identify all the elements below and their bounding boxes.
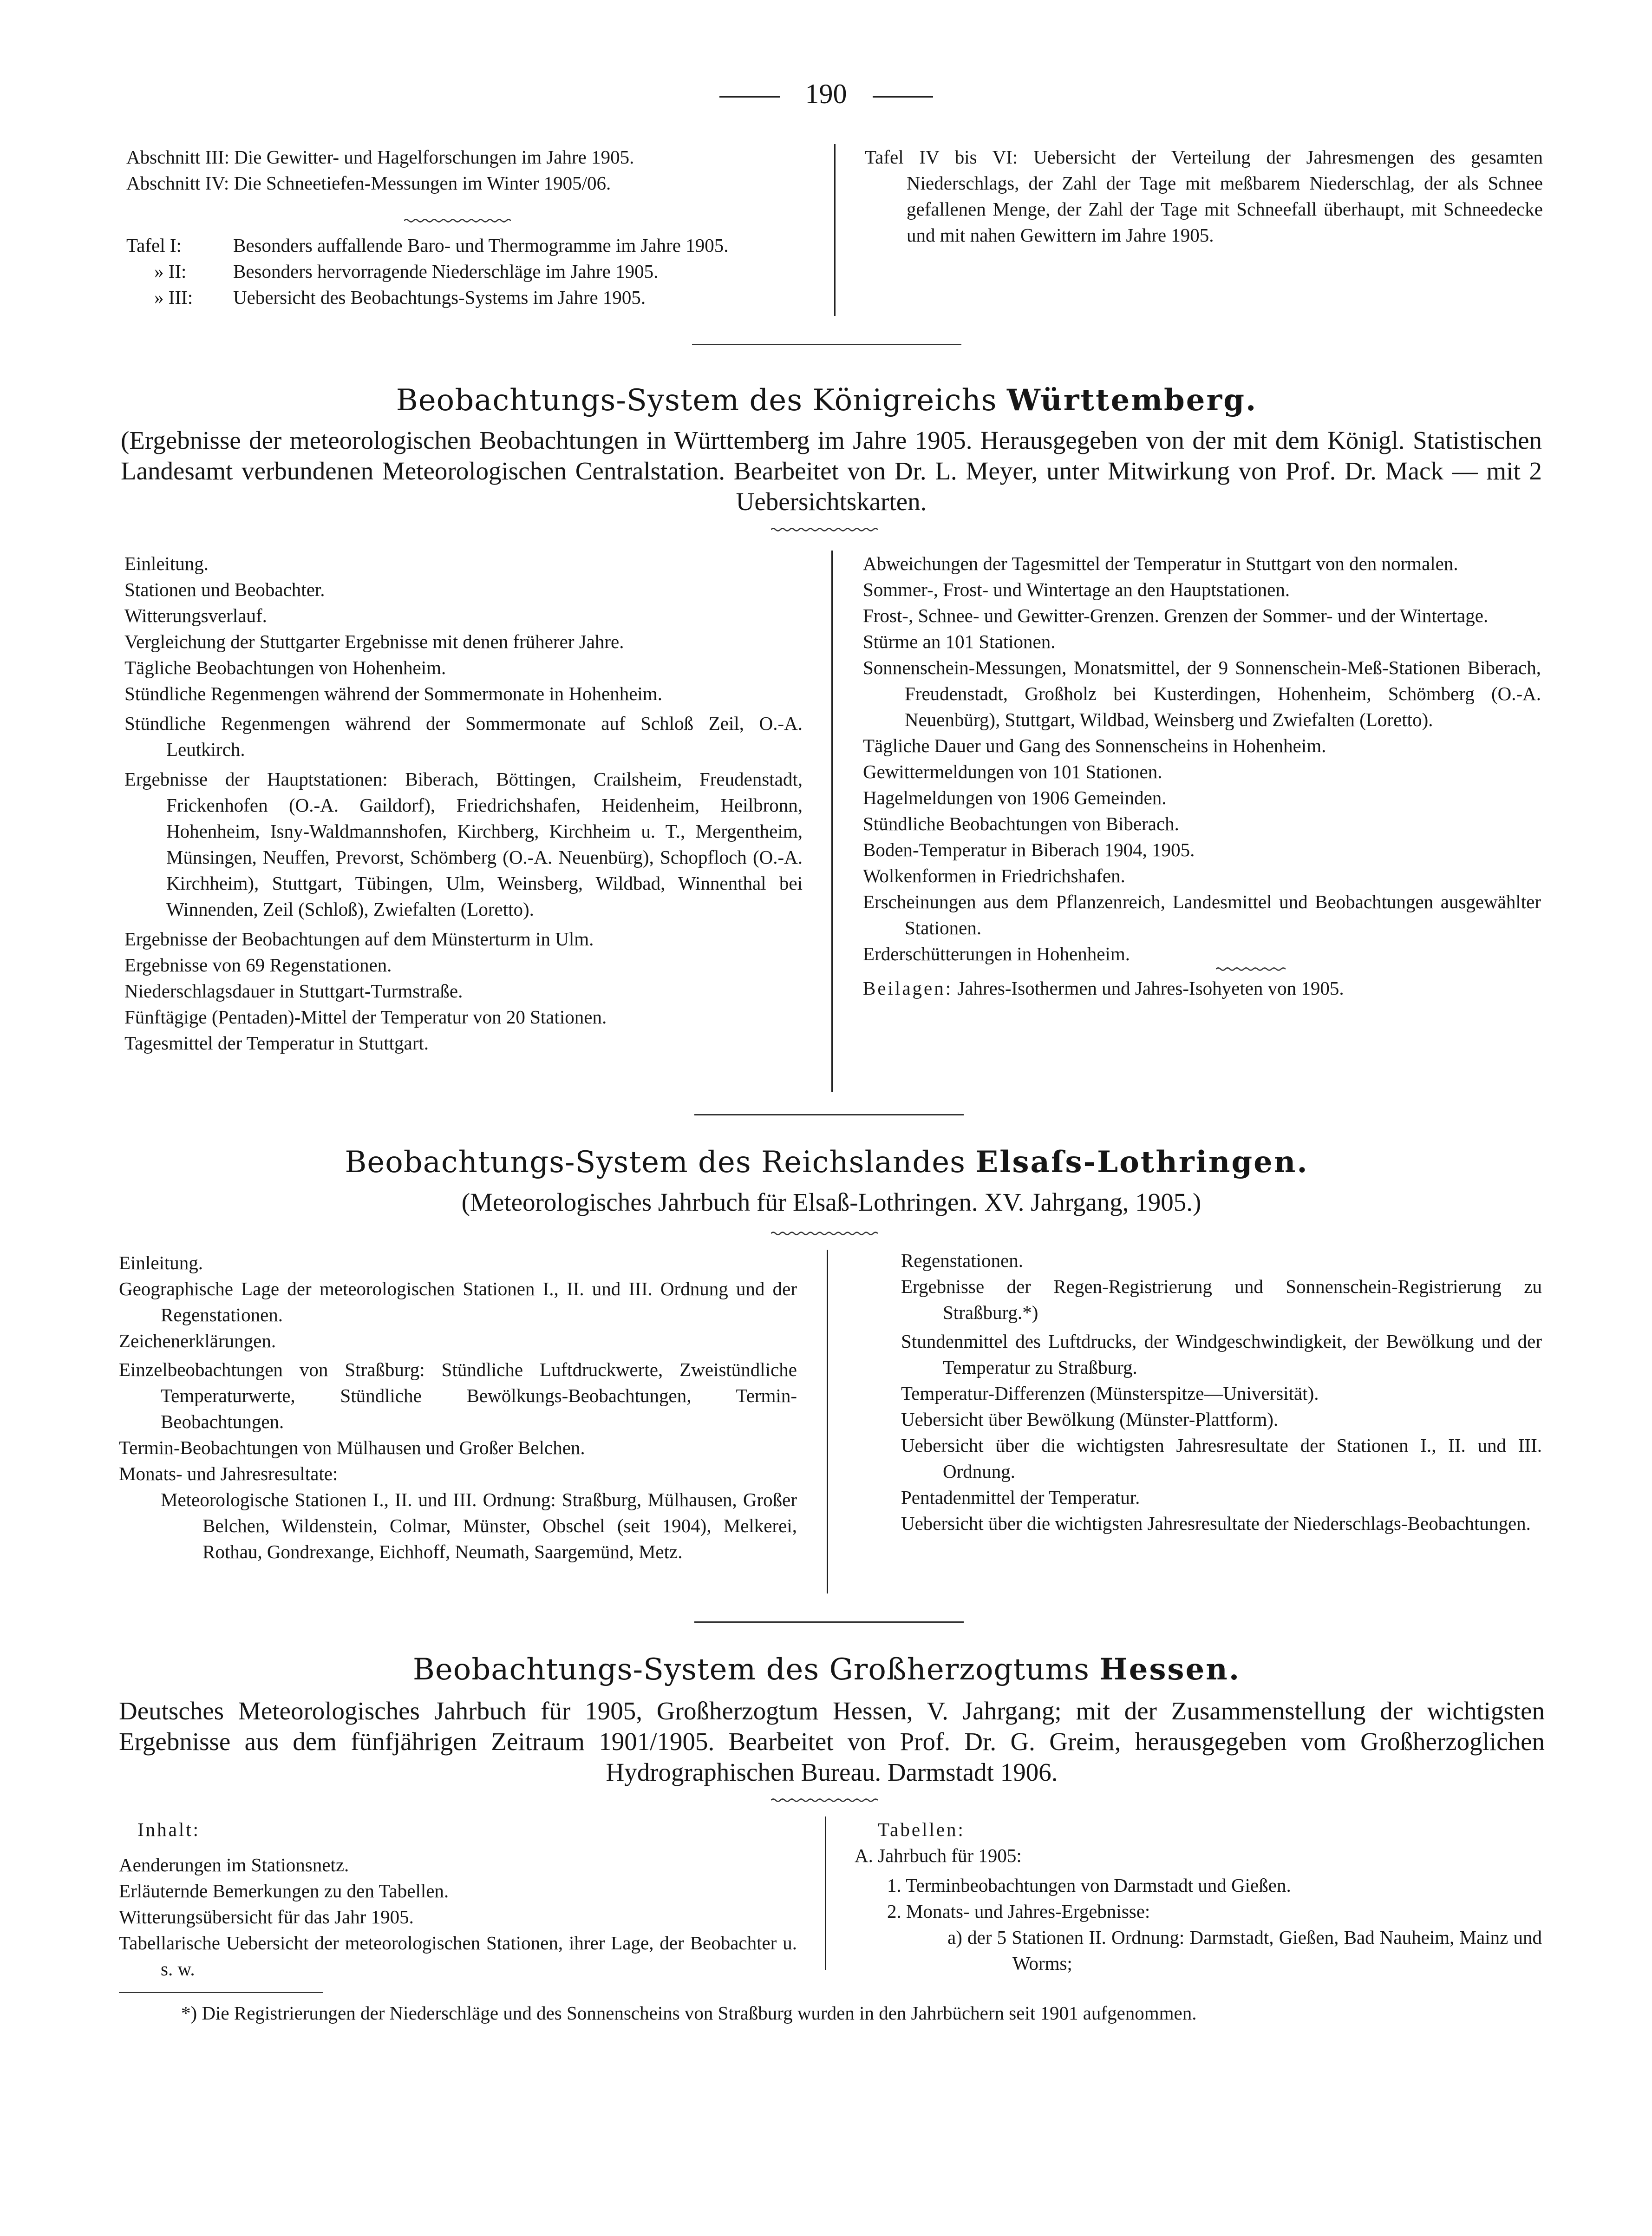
list-item: Witterungsverlauf. — [124, 605, 267, 626]
list-item: Tagesmittel der Temperatur in Stuttgart. — [124, 1032, 429, 1054]
list-item: Stürme an 101 Stationen. — [863, 631, 1056, 652]
hessen-heading-plain: Beobachtungs-System des Großherzogtums — [412, 1652, 1090, 1687]
list-item: Abweichungen der Tagesmittel der Temperatur in Stuttgart von den normalen. — [863, 553, 1458, 574]
wuerttemberg-heading-plain: Beobachtungs-System des Königreichs — [396, 383, 997, 418]
tafel-label: » II: — [154, 261, 187, 282]
list-item: Uebersicht über die wichtigsten Jahresresultate der Stationen I., II. und III. Ordnung. — [901, 1435, 1542, 1482]
list-item: Ergebnisse der Hauptstationen: Biberach, Böttingen, Crailsheim, Freudenstadt, Frickenhofen (O.-A. Gaildorf), Friedrichshafen, Heidenheim, Heilbronn, Hohenheim, Isny-Waldmannshofen, Kirchberg, Kirchheim u. T., Mergentheim, Münsingen, Neuffen, Prevorst, Schömberg (O.-A. Neuenbürg), Schopfloch (O.-A. Kirchheim), Stuttgart, Tübingen, Ulm, Weinsberg, Wildbad, Winnenthal bei Winnenden, Zeil (Schloß), Zwiefalten (Loretto). — [124, 768, 803, 920]
list-item: Erderschütterungen in Hohenheim. — [863, 943, 1130, 964]
hessen-heading — [116, 1650, 1537, 1689]
beilagen-text: Jahres-Isothermen und Jahres-Isohyeten von 1905. — [957, 977, 1344, 999]
hessen-heading-bold: Hessen. — [1099, 1652, 1241, 1687]
list-item: Sonnenschein-Messungen, Monatsmittel, der 9 Sonnenschein-Meß-Stationen Biberach, Freudenstadt, Großholz bei Kusterdingen, Hohenheim, Schömberg (O.-A. Neuenbürg), Stuttgart, Wildbad, Weinsberg und Zwiefalten (Loretto). — [863, 657, 1541, 730]
tafel-text: Besonders auffallende Baro- und Thermogramme im Jahre 1905. — [233, 235, 729, 256]
elsass-right-column — [901, 1247, 1542, 1536]
footnote: *) Die Registrierungen der Niederschläge und des Sonnenscheins von Straßburg wurden in den Jahrbüchern seit 1901 aufgenommen. — [181, 2002, 1197, 2024]
wuerttemberg-right-wavy — [1216, 967, 1652, 971]
abschnitt-iv: Abschnitt IV: Die Schneetiefen-Messungen im Winter 1905/06. — [126, 172, 611, 194]
jahrbuch-item: A. Jahrbuch für 1905: — [855, 1845, 1022, 1866]
list-item: Stündliche Beobachtungen von Biberach. — [863, 813, 1179, 834]
wuerttemberg-heading — [116, 381, 1537, 420]
list-item: 1. Terminbeobachtungen von Darmstadt und Gießen. — [887, 1875, 1291, 1896]
elsass-column-divider — [827, 1250, 828, 1593]
list-item: Sommer-, Frost- und Wintertage an den Hauptstationen. — [863, 579, 1290, 600]
list-item: Aenderungen im Stationsnetz. — [119, 1854, 349, 1875]
list-item: Witterungsübersicht für das Jahr 1905. — [119, 1906, 414, 1928]
tafel-label: » III: — [154, 287, 193, 308]
list-item: Pentadenmittel der Temperatur. — [901, 1487, 1140, 1508]
intro-tafeln — [126, 232, 814, 310]
wuerttemberg-left-column — [124, 551, 803, 1056]
elsass-heading-plain: Beobachtungs-System des Reichslandes — [345, 1145, 966, 1180]
footnote-rule — [119, 1992, 323, 1993]
tafel-text: Besonders hervorragende Niederschläge im Jahre 1905. — [233, 261, 659, 282]
list-item: Ergebnisse der Beobachtungen auf dem Münsterturm in Ulm. — [124, 928, 594, 950]
list-item: 2. Monats- und Jahres-Ergebnisse: — [887, 1901, 1150, 1922]
hessen-wavy-divider — [771, 1798, 878, 1803]
tafel-iv-vi: Tafel IV bis VI: Uebersicht der Verteilung der Jahresmengen des gesamten Niederschlags, der Zahl der Tage mit meßbarem Niederschlag, der als Schnee gefallenen Menge, der Zahl der Tage mit Schneefall überhaupt, mit Schneedecke und mit nahen Gewittern im Jahre 1905. — [865, 146, 1543, 246]
tafel-text: Uebersicht des Beobachtungs-Systems im Jahre 1905. — [233, 287, 646, 308]
wuerttemberg-right-column — [863, 551, 1541, 1001]
list-item: Zeichenerklärungen. — [119, 1330, 276, 1351]
list-item: Gewittermeldungen von 101 Stationen. — [863, 761, 1162, 782]
tabellen-label: Tabellen: — [878, 1819, 965, 1840]
list-item: Einzelbeobachtungen von Straßburg: Stündliche Luftdruckwerte, Zweistündliche Temperaturwerte, Stündliche Bewölkungs-Beobachtungen, Termin-Beobachtungen. — [119, 1359, 797, 1432]
list-item: Wolkenformen in Friedrichshafen. — [863, 865, 1125, 886]
list-item: Uebersicht über die wichtigsten Jahresresultate der Niederschlags-Beobachtungen. — [901, 1513, 1531, 1534]
list-item: Stationen und Beobachter. — [124, 579, 325, 600]
page-number: 190 — [805, 79, 847, 109]
intro-column-divider — [834, 144, 836, 316]
wuerttemberg-wavy-divider — [771, 527, 878, 532]
list-item: Monats- und Jahresresultate: — [119, 1463, 338, 1484]
hessen-right-column — [855, 1816, 1542, 1976]
list-item: Niederschlagsdauer in Stuttgart-Turmstraße. — [124, 980, 463, 1002]
list-item: Stündliche Regenmengen während der Sommermonate in Hohenheim. — [124, 683, 662, 704]
list-item: Erläuternde Bemerkungen zu den Tabellen. — [119, 1880, 449, 1902]
elsass-heading-bold: Elsaſs-Lothringen. — [975, 1145, 1309, 1180]
list-item: Erscheinungen aus dem Pflanzenreich, Landesmittel und Beobachtungen ausgewählter Stationen. — [863, 891, 1541, 938]
wuerttemberg-heading-bold: Württemberg. — [1006, 383, 1258, 418]
list-item: Stundenmittel des Luftdrucks, der Windgeschwindigkeit, der Bewölkung und der Temperatur zu Straßburg. — [901, 1331, 1542, 1378]
abschnitt-iii: Abschnitt III: Die Gewitter- und Hagelforschungen im Jahre 1905. — [126, 146, 634, 168]
list-item: Uebersicht über Bewölkung (Münster-Plattform). — [901, 1409, 1279, 1430]
section-divider-1 — [692, 344, 961, 345]
list-item: Hagelmeldungen von 1906 Gemeinden. — [863, 787, 1167, 808]
intro-left-column — [126, 144, 814, 196]
list-item: Regenstationen. — [901, 1250, 1024, 1271]
list-item: Frost-, Schnee- und Gewitter-Grenzen. Grenzen der Sommer- und der Wintertage. — [863, 605, 1489, 626]
wuerttemberg-column-divider — [831, 551, 833, 1092]
list-item: Temperatur-Differenzen (Münsterspitze—Universität). — [901, 1383, 1319, 1404]
tafel-label: Tafel I: — [126, 235, 182, 256]
list-item: Boden-Temperatur in Biberach 1904, 1905. — [863, 839, 1195, 860]
page-number-line — [0, 78, 1652, 110]
list-item: Tabellarische Uebersicht der meteorologischen Stationen, ihrer Lage, der Beobachter u. s. w. — [119, 1932, 797, 1980]
list-item: Einleitung. — [124, 553, 209, 574]
tafel-iii — [126, 284, 814, 310]
section-divider-3 — [694, 1621, 964, 1623]
list-item: Stündliche Regenmengen während der Sommermonate auf Schloß Zeil, O.-A. Leutkirch. — [124, 713, 803, 760]
list-item: Termin-Beobachtungen von Mülhausen und Großer Belchen. — [119, 1437, 585, 1458]
elsass-wavy-divider — [771, 1231, 878, 1236]
hessen-left-column — [119, 1816, 797, 1982]
list-item: Vergleichung der Stuttgarter Ergebnisse mit denen früherer Jahre. — [124, 631, 624, 652]
page-number-dash-left — [719, 96, 780, 98]
list-item-sub: a) der 5 Stationen II. Ordnung: Darmstadt, Gießen, Bad Nauheim, Mainz und Worms; — [947, 1927, 1542, 1974]
intro-wavy-divider — [404, 218, 511, 223]
section-divider-2 — [694, 1114, 964, 1115]
elsass-left-column — [119, 1250, 797, 1565]
inhalt-label: Inhalt: — [137, 1819, 201, 1840]
hessen-column-divider — [825, 1816, 826, 1970]
beilagen-label: Beilagen: — [863, 977, 953, 999]
list-item: Einleitung. — [119, 1252, 203, 1273]
list-item: Tägliche Dauer und Gang des Sonnenscheins in Hohenheim. — [863, 735, 1326, 756]
list-item: Fünftägige (Pentaden)-Mittel der Temperatur von 20 Stationen. — [124, 1006, 607, 1028]
list-item: Ergebnisse der Regen-Registrierung und Sonnenschein-Registrierung zu Straßburg.*) — [901, 1276, 1542, 1323]
beilagen — [863, 975, 1541, 1001]
list-item: Tägliche Beobachtungen von Hohenheim. — [124, 657, 446, 678]
elsass-heading — [116, 1143, 1537, 1182]
intro-right-column — [865, 144, 1543, 248]
list-item-sub: Meteorologische Stationen I., II. und III. Ordnung: Straßburg, Mülhausen, Großer Belchen, Wildenstein, Colmar, Münster, Obschel (seit 1904), Melkerei, Rothau, Gondrexange, Eichhoff, Neumath, Saargemünd, Metz. — [161, 1489, 797, 1562]
list-item: Ergebnisse von 69 Regenstationen. — [124, 954, 392, 976]
hessen-subtitle: Deutsches Meteorologisches Jahrbuch für 1905, Großherzogtum Hessen, V. Jahrgang; mit der Zusammenstellung der wichtigsten Ergebnisse aus dem fünfjährigen Zeitraum 1901/1905. Bearbeitet von Prof. Dr. G. Greim, herausgegeben vom Großherzoglichen Hydrographischen Bureau. Darmstadt 1906. — [119, 1697, 1545, 1786]
tafel-ii — [126, 258, 814, 284]
list-item: Geographische Lage der meteorologischen Stationen I., II. und III. Ordnung und der Regenstationen. — [119, 1278, 797, 1325]
page-number-dash-right — [873, 96, 933, 98]
wuerttemberg-subtitle: (Ergebnisse der meteorologischen Beobachtungen in Württemberg im Jahre 1905. Herausgegeben von der mit dem Königl. Statistischen Landesamt verbundenen Meteorologischen Centralstation. Bearbeitet von Dr. L. Meyer, unter Mitwirkung von Prof. Dr. Mack — mit 2 Uebersichtskarten. — [121, 426, 1542, 516]
elsass-subtitle: (Meteorologisches Jahrbuch für Elsaß-Lothringen. XV. Jahrgang, 1905.) — [461, 1188, 1201, 1216]
tafel-i — [126, 232, 814, 258]
